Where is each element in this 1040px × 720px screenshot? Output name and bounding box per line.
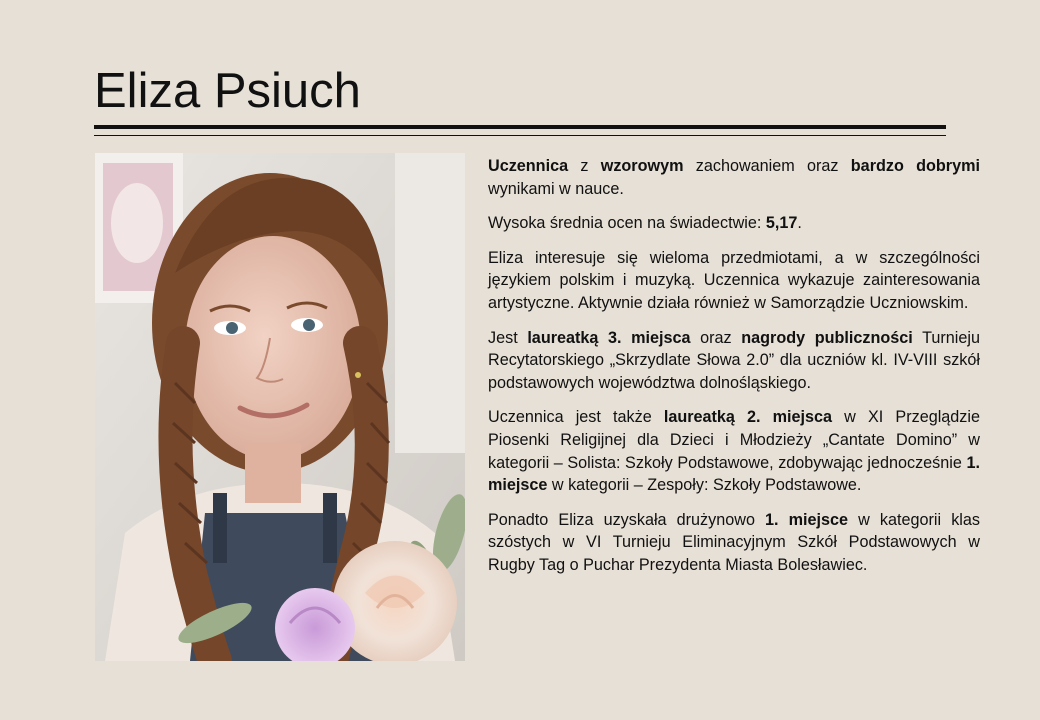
text-run: Wysoka średnia ocen na świadectwie:	[488, 214, 766, 233]
text-run: Uczennica jest także	[488, 408, 664, 427]
bold-run: wzorowym	[600, 157, 684, 175]
title-rule-thick	[94, 125, 946, 129]
text-run: w kategorii – Zespoły: Szkoły Podstawowe.	[547, 476, 862, 495]
title-rule-thin	[94, 135, 946, 136]
text-run: Ponadto Eliza uzyskała drużynowo	[488, 510, 766, 529]
bold-run: bardzo dobrymi	[850, 157, 980, 175]
bio-paragraph-1	[488, 155, 980, 200]
text-run: wynikami w nauce.	[488, 179, 624, 198]
bold-run: 5,17	[765, 214, 798, 233]
text-run: z	[568, 157, 601, 175]
text-run: w kategorii klas szóstych w VI Turnieju Eliminacyjnym Szkół Podstawowych w Rugby Tag o Puchar Prezydenta Miasta Bolesławiec.	[488, 510, 980, 574]
text-run: .	[797, 214, 802, 233]
bio-paragraph-2	[488, 212, 980, 235]
bio-paragraph-3	[488, 247, 980, 315]
bio-paragraph-6	[488, 509, 980, 577]
text-run: w XI Przeglądzie Piosenki Religijnej dla Dzieci i Młodzieży „Cantate Domino” w kategorii – Solista: Szkoły Podstawowe, zdobywając jednocześnie	[488, 408, 980, 472]
bold-run: 1. miejsce	[488, 453, 980, 495]
text-run: Jest	[488, 328, 528, 347]
bold-run: laureatką 2. miejsca	[663, 408, 833, 427]
text-run: zachowaniem oraz	[683, 157, 851, 175]
text-run: oraz	[690, 328, 742, 347]
text-run: Eliza interesuje się wieloma przedmiotami, a w szczególności językiem polskim i muzyką. Uczennica wykazuje zainteresowania artystyczne. Aktywnie działa również w Samorządzie Uczniowskim.	[488, 248, 980, 312]
page-title: Eliza Psiuch	[94, 64, 361, 118]
bio-paragraph-4	[488, 327, 980, 395]
text-run: Turnieju Recytatorskiego „Skrzydlate Słowa 2.0” dla uczniów kl. IV-VIII szkół podstawowych województwa dolnośląskiego.	[488, 328, 981, 392]
bold-run: Uczennica	[488, 157, 569, 175]
bold-run: laureatką 3. miejsca	[527, 328, 691, 347]
bio-text	[488, 155, 980, 589]
bold-run: nagrody publiczności	[741, 328, 913, 347]
bold-run: 1. miejsce	[765, 510, 849, 529]
bio-paragraph-5	[488, 406, 980, 496]
student-photo	[95, 153, 465, 661]
